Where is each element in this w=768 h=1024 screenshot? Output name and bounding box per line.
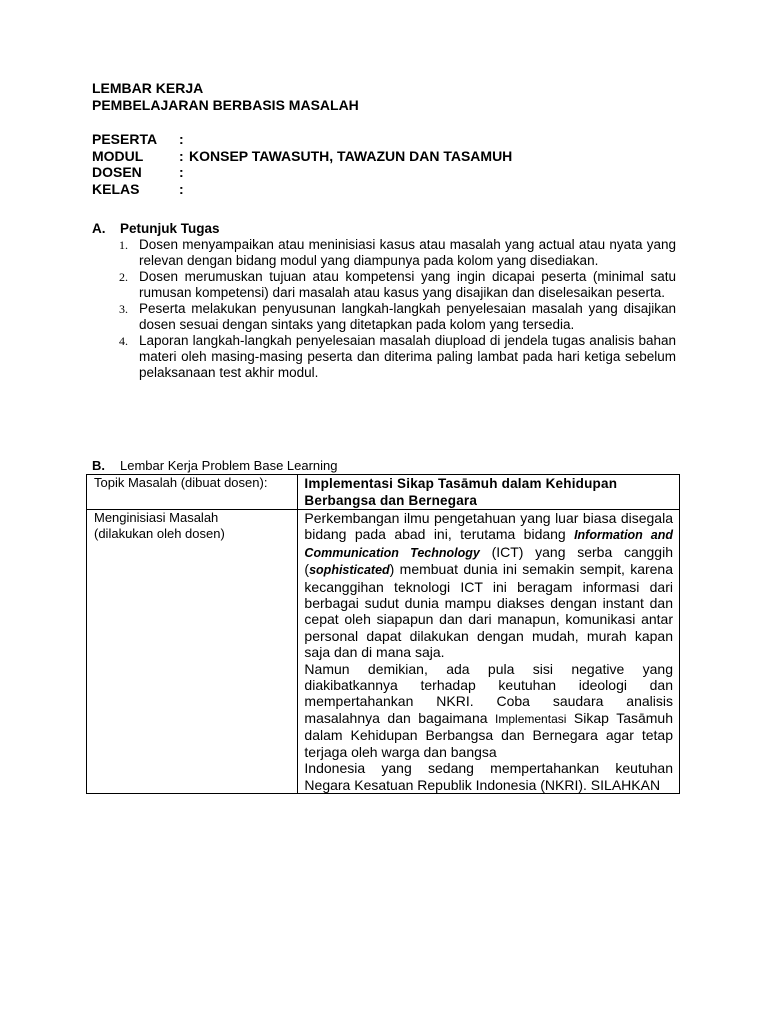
item-number: 4. xyxy=(119,334,128,348)
field-colon: : xyxy=(179,180,184,197)
field-colon: : xyxy=(179,147,184,164)
field-label: MODUL xyxy=(92,147,144,164)
initiation-label: Menginisiasi Masalah xyxy=(94,510,219,525)
problem-description-cell xyxy=(298,510,680,794)
section-title: Lembar Kerja Problem Base Learning xyxy=(120,458,338,473)
section-letter: B. xyxy=(92,458,105,473)
field-value xyxy=(187,164,189,181)
field-colon: : xyxy=(179,131,184,147)
list-item xyxy=(92,269,676,301)
topic-label-cell xyxy=(87,475,298,510)
identity-fields xyxy=(92,131,512,197)
section-title: Petunjuk Tugas xyxy=(120,221,220,236)
field-kelas xyxy=(92,181,512,198)
instruction-list xyxy=(92,237,676,381)
list-item xyxy=(92,237,676,269)
ict-term: Information and Communication Technology xyxy=(304,528,673,560)
list-item xyxy=(92,301,676,333)
initiation-label-cell xyxy=(87,510,298,794)
field-colon: : xyxy=(179,164,184,180)
implementasi-term: Implementasi xyxy=(495,711,567,726)
heading-line-1: LEMBAR KERJA xyxy=(92,80,204,96)
initiation-sublabel: (dilakukan oleh dosen) xyxy=(94,526,225,541)
field-value xyxy=(187,131,189,148)
section-a-heading xyxy=(92,221,676,237)
item-text: Dosen menyampaikan atau meninisiasi kasus atau masalah yang actual atau nyata yang relevan dengan bidang modul yang diampunya pada kolom yang disediakan. xyxy=(139,237,676,268)
problem-table xyxy=(86,474,680,794)
field-label: KELAS xyxy=(92,180,140,197)
field-dosen xyxy=(92,164,512,181)
paragraph: Namun demikian, ada pula sisi negative yang diakibatkannya terhadap keutuhan ideologi dan mempertahankan NKRI. Coba saudara analisis masalahnya dan bagaimana Implementasi Sikap Tasāmuh dalam Kehidupan Berbangsa dan Bernegara agar tetap terjaga oleh warga dan bangsa xyxy=(304,660,673,760)
topic-value-cell xyxy=(298,475,680,510)
section-letter: A. xyxy=(92,221,106,236)
topic-label: Topik Masalah (dibuat dosen): xyxy=(94,475,268,490)
field-peserta xyxy=(92,131,512,148)
item-text: Laporan langkah-langkah penyelesaian masalah diupload di jendela tugas analisis bahan materi oleh masing-masing peserta dan diterima paling lambat pada hari ketiga sebelum pelaksanaan test akhir modul. xyxy=(139,333,676,380)
paragraph: Perkembangan ilmu pengetahuan yang luar biasa disegala bidang pada abad ini, terutama bidang Information and Communication Technology (ICT) yang serba canggih (sophisticated) membuat dunia ini semakin sempit, karena kecanggihan teknologi ICT ini beragam informasi dari berbagai sudut dunia mampu diakses dengan instant dan cepat oleh siapapun dan dari manapun, komunikasi antar personal dapat dilakukan dengan mudah, murah kapan saja dan di mana saja. xyxy=(304,510,673,661)
item-number: 3. xyxy=(119,302,128,316)
section-instructions xyxy=(92,221,676,381)
item-number: 2. xyxy=(119,270,128,284)
sophisticated-term: sophisticated xyxy=(309,563,390,578)
field-label: DOSEN xyxy=(92,164,142,180)
document-heading xyxy=(92,80,359,114)
list-item xyxy=(92,333,676,381)
item-text: Dosen merumuskan tujuan atau kompetensi yang ingin dicapai peserta (minimal satu rumusan kompetensi) dari masalah atau kasus yang disajikan dan diselesaikan peserta. xyxy=(139,269,676,300)
field-label: PESERTA xyxy=(92,131,158,147)
field-value xyxy=(187,181,189,198)
item-number: 1. xyxy=(119,238,128,252)
heading-line-2: PEMBELAJARAN BERBASIS MASALAH xyxy=(92,97,359,113)
topic-title: Implementasi Sikap Tasāmuh dalam Kehidupan Berbangsa dan Bernegara xyxy=(304,476,618,508)
section-b-heading xyxy=(92,458,338,474)
table-row xyxy=(87,475,680,510)
field-value: KONSEP TAWASUTH, TAWAZUN DAN TASAMUH xyxy=(189,147,513,164)
table-row xyxy=(87,510,680,794)
item-text: Peserta melakukan penyusunan langkah-langkah penyelesaian masalah yang disajikan dosen sesuai dengan sintaks yang ditetapkan pada kolom yang tersedia. xyxy=(139,301,676,332)
paragraph: Indonesia yang sedang mempertahankan keutuhan Negara Kesatuan Republik Indonesia (NKRI). SILAHKAN xyxy=(304,760,673,793)
field-modul xyxy=(92,148,512,165)
